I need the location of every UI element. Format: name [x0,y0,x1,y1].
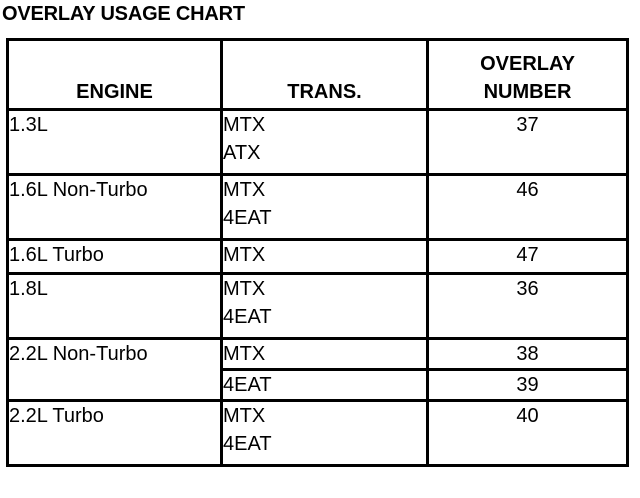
engine-cell: 2.2L Non-Turbo [8,339,222,401]
table-row [8,175,628,240]
trans-cell [222,274,428,339]
trans-cell [222,110,428,175]
trans-value: MTX [223,343,266,365]
engine-cell: 1.3L [8,110,222,175]
trans-value: MTX [223,405,266,427]
overlay-number-cell: 37 [428,110,628,175]
trans-value: 4EAT [223,433,272,455]
trans-column-header: TRANS. [222,40,428,110]
table-row [8,401,628,466]
table-row [8,274,628,339]
trans-cell [222,339,428,370]
trans-value: MTX [223,244,266,266]
overlay-number-column-header: OVERLAY NUMBER [428,40,628,110]
trans-cell [222,175,428,240]
engine-cell: 1.8L [8,274,222,339]
overlay-usage-table [6,38,629,467]
trans-value: MTX [223,114,266,136]
trans-value: 4EAT [223,207,272,229]
trans-value: MTX [223,179,266,201]
table-row [8,110,628,175]
engine-column-header: ENGINE [8,40,222,110]
overlay-number-cell: 40 [428,401,628,466]
engine-cell: 1.6L Turbo [8,240,222,274]
trans-value: MTX [223,278,266,300]
engine-cell: 1.6L Non-Turbo [8,175,222,240]
overlay-number-cell: 38 [428,339,628,370]
overlay-number-cell: 46 [428,175,628,240]
trans-value: 4EAT [223,306,272,328]
trans-cell [222,240,428,274]
engine-cell: 2.2L Turbo [8,401,222,466]
trans-cell [222,370,428,401]
table-row [8,339,628,370]
overlay-number-cell: 36 [428,274,628,339]
overlay-number-cell: 39 [428,370,628,401]
overlay-number-cell: 47 [428,240,628,274]
header-row [8,40,628,110]
trans-value: ATX [223,142,261,164]
table-row [8,240,628,274]
trans-value: 4EAT [223,374,272,396]
chart-title: OVERLAY USAGE CHART [2,3,245,25]
trans-cell [222,401,428,466]
